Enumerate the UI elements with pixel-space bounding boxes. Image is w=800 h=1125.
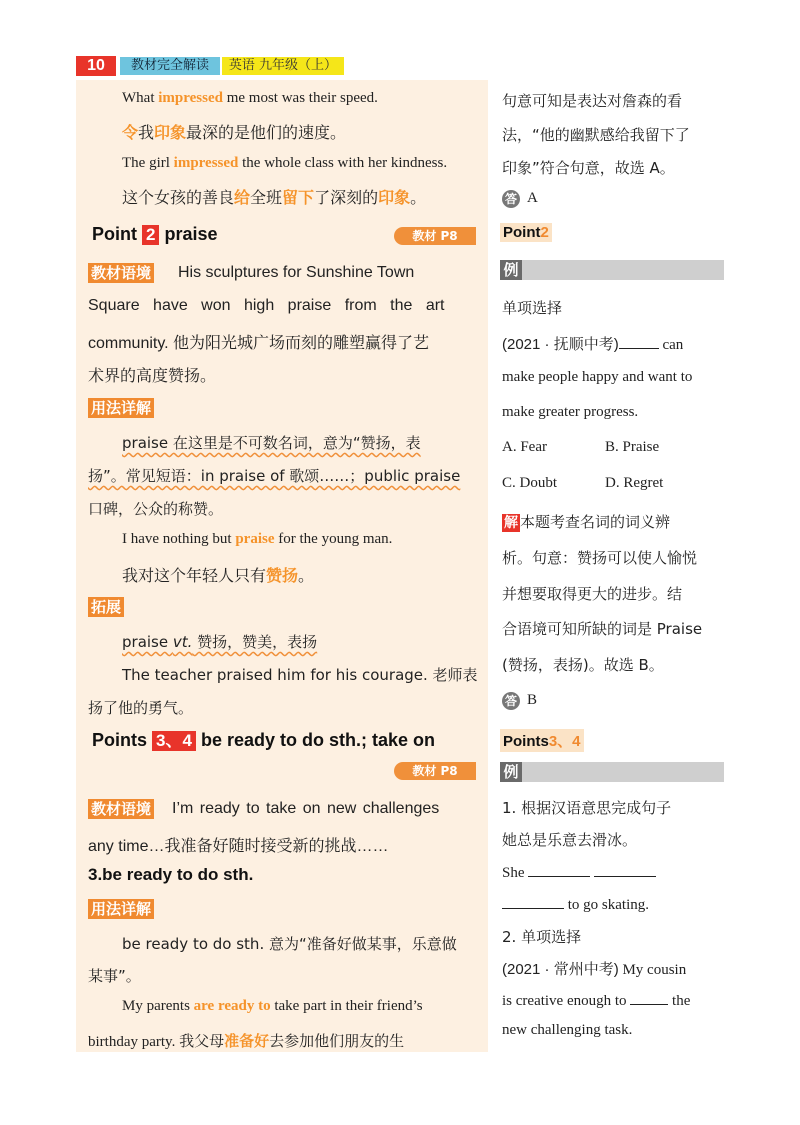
question-line: (2021 · 常州中考) My cousin [502, 961, 687, 978]
example-sentence: What impressed me most was their speed. [122, 90, 378, 106]
textbook-page-tag: 教材 P8 [394, 762, 476, 780]
question-line: is creative enough to the [502, 990, 690, 1010]
explanation-line: 并想要取得更大的进步。结 [502, 585, 683, 603]
extend-line: praise vt. 赞扬，赞美，表扬 [122, 633, 318, 651]
explanation-icon: 解 [504, 515, 518, 531]
question-type: 单项选择 [502, 299, 563, 317]
usage-line: 某事”。 [88, 967, 141, 985]
answer-text: B [527, 692, 538, 708]
example-sentence: birthday party. 我父母准备好去参加他们朋友的生 [88, 1032, 405, 1050]
question-line: to go skating. [502, 894, 649, 914]
question-line: make greater progress. [502, 404, 639, 420]
question-line: (2021 · 抚顺中考) can [502, 336, 684, 353]
point-heading: Point 2 praise [92, 224, 218, 244]
question-line: make people happy and want to [502, 369, 693, 385]
question-title: 2. 单项选择 [502, 928, 582, 946]
example-translation: 这个女孩的善良给全班留下了深刻的印象。 [122, 188, 427, 207]
context-line: any time…我准备好随时接受新的挑战…… [88, 838, 389, 855]
explanation-line: (赞扬，表扬)。故选 B。 [502, 656, 664, 674]
question-title: 1. 根据汉语意思完成句子 [502, 799, 672, 817]
usage-label: 用法详解 [88, 398, 154, 418]
textbook-page-tag: 教材 P8 [394, 227, 476, 245]
answer-icon: 答 [502, 190, 520, 208]
explanation-line: 合语境可知所缺的词是 Praise [502, 620, 703, 638]
option: A. Fear [502, 439, 547, 455]
example-sentence: I have nothing but praise for the young man. [122, 531, 393, 547]
answer-icon: 答 [502, 692, 520, 710]
example-bar: 例 [500, 762, 724, 782]
answer-text: A [527, 190, 538, 206]
context-line: I’m ready to take on new challenges [172, 800, 440, 817]
usage-label: 用法详解 [88, 899, 154, 919]
example-sentence: The girl impressed the whole class with her kindness. [122, 155, 448, 171]
subject-label: 英语 九年级（上） [222, 57, 344, 75]
points-heading: Points 3、4 be ready to do sth.; take on [92, 730, 436, 750]
usage-line: be ready to do sth. 意为“准备好做某事，乐意做 [122, 935, 457, 953]
context-line: community. 他为阳光城广场而刻的雕塑赢得了艺 [88, 335, 430, 352]
option: B. Praise [605, 439, 660, 455]
example-sentence: 扬了他的勇气。 [88, 699, 194, 717]
usage-line: praise 在这里是不可数名词，意为“赞扬，表 [122, 434, 421, 452]
question-line: 她总是乐意去滑冰。 [502, 831, 638, 849]
explanation-line: 句意可知是表达对詹森的看 [502, 92, 683, 110]
sub-point-title: 3.be ready to do sth. [88, 865, 254, 884]
explanation-line: 印象”符合句意，故选 A。 [502, 159, 675, 177]
context-line: 术界的高度赞扬。 [88, 368, 217, 385]
question-line: She [502, 862, 656, 882]
context-label: 教材语境 [88, 799, 154, 819]
extend-label: 拓展 [88, 597, 124, 617]
usage-line: 口碑，公众的称赞。 [88, 500, 224, 518]
option: D. Regret [605, 475, 664, 491]
context-label: 教材语境 [88, 263, 154, 283]
page-number: 10 [76, 56, 116, 76]
usage-line: 扬”。常见短语：in praise of 歌颂……；public praise [88, 467, 461, 485]
question-line: new challenging task. [502, 1022, 633, 1038]
example-translation: 我对这个年轻人只有赞扬。 [122, 566, 315, 585]
option: C. Doubt [502, 475, 558, 491]
example-translation: 令我印象最深的是他们的速度。 [122, 123, 347, 142]
explanation-line: 解 本题考查名词的词义辨 [504, 513, 671, 531]
context-line: Square have won high praise from the art [88, 297, 445, 314]
explanation-line: 法，“他的幽默感给我留下了 [502, 126, 690, 144]
example-sentence: The teacher praised him for his courage. 老师表 [122, 666, 478, 684]
example-sentence: My parents are ready to take part in their friend’s [122, 998, 423, 1014]
explanation-line: 析。句意：赞扬可以使人愉悦 [502, 549, 698, 567]
book-title: 教材完全解读 [120, 57, 220, 75]
context-line: His sculptures for Sunshine Town [178, 264, 415, 281]
point-marker: Point2 [500, 223, 552, 242]
example-bar: 例 [500, 260, 724, 280]
points-marker: Points3、4 [500, 729, 584, 752]
